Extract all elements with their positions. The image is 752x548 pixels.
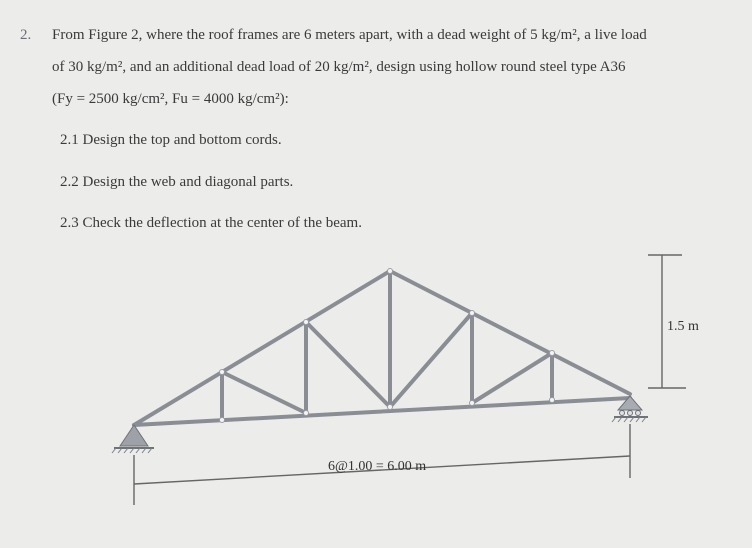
span-label: 6@1.00 = 6.00 m (328, 459, 427, 474)
top-chord-right (390, 271, 630, 394)
truss-members (134, 271, 630, 425)
diagonal-3 (390, 313, 472, 407)
height-label: 1.5 m (667, 319, 699, 334)
subquestion-2-2: 2.2 Design the web and diagonal parts. (60, 174, 294, 190)
question-line-2: of 30 kg/m², and an additional dead load of 20 kg/m², design using hollow round steel type A36 (52, 59, 626, 75)
bottom-chord (134, 398, 630, 425)
diagonal-1 (222, 372, 306, 413)
top-chord-left (134, 271, 390, 425)
pin-support-icon (112, 425, 154, 453)
subquestion-2-3: 2.3 Check the deflection at the center of the beam. (60, 215, 362, 231)
diagonal-4 (472, 353, 552, 403)
question-number: 2. (20, 27, 32, 43)
question-line-3: (Fy = 2500 kg/cm², Fu = 4000 kg/cm²): (52, 91, 289, 107)
question-line-1: From Figure 2, where the roof frames are 6 meters apart, with a dead weight of 5 kg/m², a live load (52, 27, 647, 43)
subquestion-2-1: 2.1 Design the top and bottom cords. (60, 132, 282, 148)
diagonal-2 (306, 322, 390, 407)
